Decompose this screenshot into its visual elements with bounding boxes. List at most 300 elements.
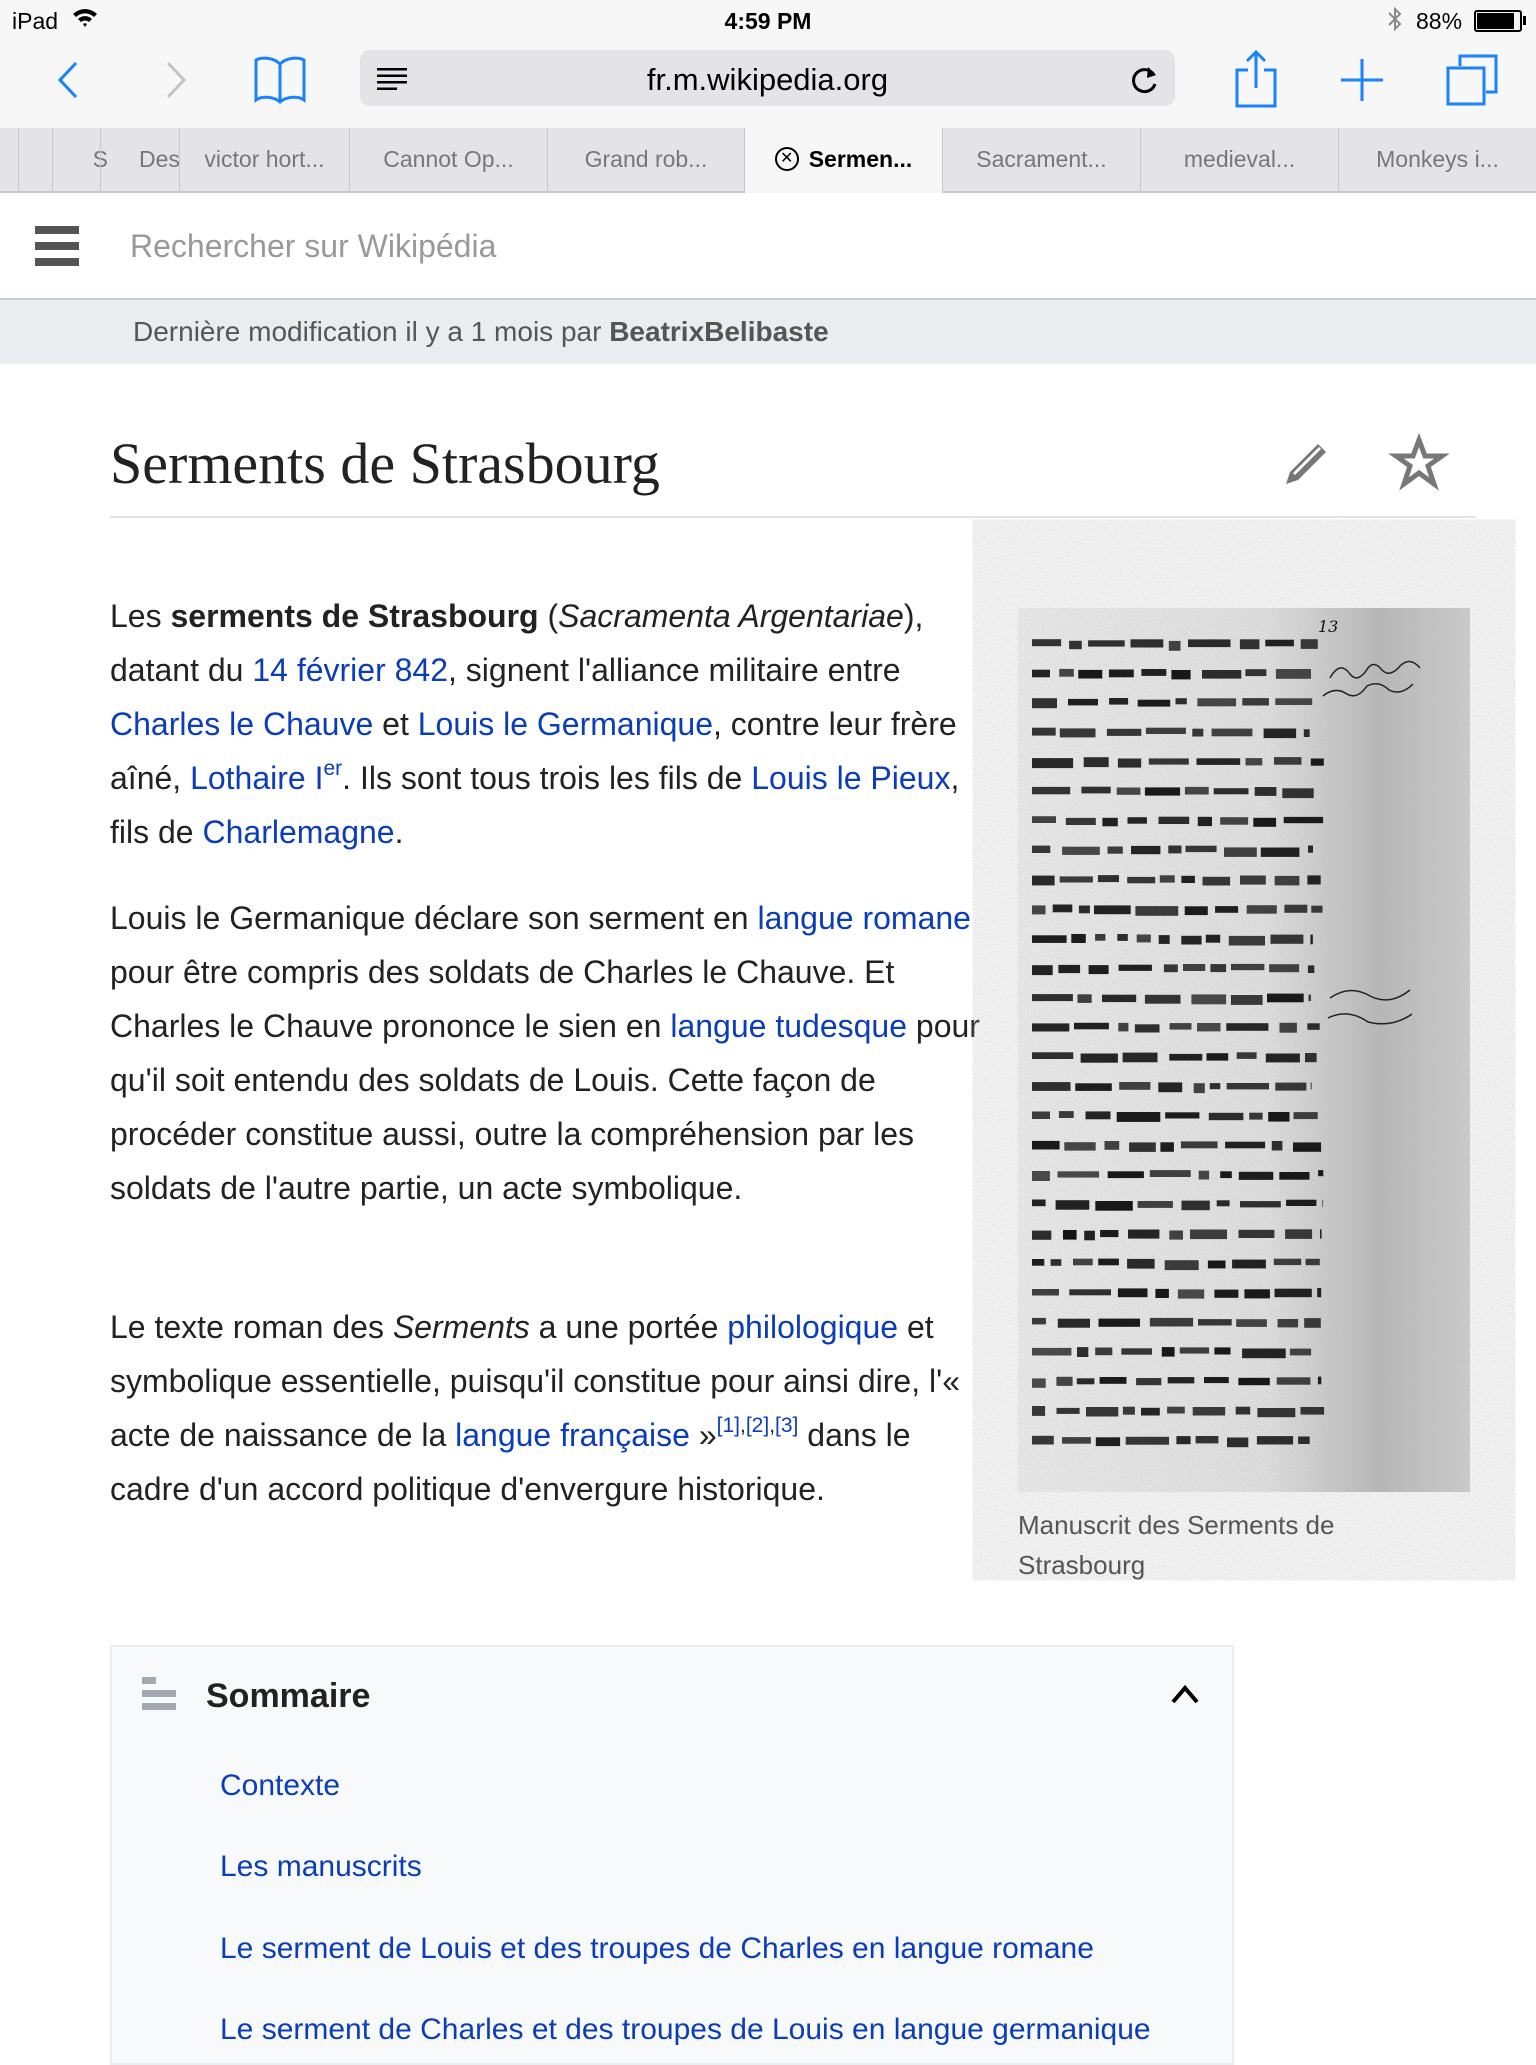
script-stroke: [1032, 1200, 1046, 1207]
script-stroke: [1308, 965, 1314, 973]
script-stroke: [1081, 787, 1110, 794]
script-stroke: [1208, 1261, 1226, 1269]
script-stroke: [1032, 876, 1055, 886]
script-stroke: [1301, 1407, 1325, 1415]
script-stroke: [1062, 1437, 1091, 1444]
script-stroke: [1192, 729, 1203, 737]
script-stroke: [1290, 1349, 1311, 1356]
script-stroke: [1271, 935, 1304, 944]
script-stroke: [1032, 670, 1050, 678]
script-stroke: [1318, 1377, 1321, 1385]
script-stroke: [1309, 995, 1312, 1002]
script-stroke: [1145, 787, 1180, 795]
script-stroke: [1191, 994, 1226, 1004]
script-stroke: [1108, 847, 1123, 854]
script-stroke: [1232, 1260, 1266, 1269]
script-stroke: [1210, 1083, 1221, 1089]
last-modified-text: Dernière modification il y a 1 mois par: [133, 316, 610, 347]
ref-1[interactable]: [1]: [716, 1414, 740, 1438]
script-stroke: [1278, 1319, 1299, 1327]
bookmarks-icon[interactable]: [253, 56, 307, 104]
share-icon[interactable]: [1234, 50, 1278, 108]
script-stroke: [1257, 1436, 1293, 1444]
script-stroke: [1185, 906, 1208, 915]
title-divider: [110, 516, 1476, 518]
forward-icon[interactable]: [164, 60, 188, 100]
script-stroke: [1206, 935, 1220, 943]
script-stroke: [1253, 818, 1276, 827]
script-stroke: [1123, 1407, 1135, 1415]
image-caption: Manuscrit des Serments de Strasbourg: [1018, 1510, 1335, 1580]
script-stroke: [1077, 1378, 1095, 1384]
tab-active[interactable]: ✕ Sermen...: [744, 128, 942, 193]
script-stroke: [1095, 934, 1105, 941]
script-stroke: [1109, 698, 1128, 705]
script-stroke: [1311, 759, 1324, 766]
watch-star-icon[interactable]: [1394, 438, 1444, 486]
tab[interactable]: [18, 128, 52, 191]
script-stroke: [1186, 846, 1217, 852]
script-stroke: [1236, 1407, 1251, 1415]
script-stroke: [1217, 1200, 1230, 1206]
script-stroke: [1196, 1436, 1219, 1443]
script-stroke: [1275, 698, 1312, 705]
intro-paragraph: Les serments de Strasbourg (Sacramenta Argentariae), datant du 14 février 842, signent l'alliance militaire entre Charles le Chauve et Louis le Germanique, contre leur frère aîné, Lothaire Ier. Ils sont tous trois les fils de Louis le Pieux, fils de Charlemagne.: [110, 598, 960, 850]
manuscript-picture: [1018, 608, 1470, 1492]
script-stroke: [1226, 1023, 1268, 1031]
wiki-header: [0, 193, 1536, 300]
script-stroke: [1094, 905, 1131, 914]
script-stroke: [1249, 1113, 1262, 1120]
script-stroke: [1032, 846, 1050, 853]
script-stroke: [1032, 639, 1061, 646]
link-lothaire[interactable]: Lothaire Ier: [190, 757, 343, 796]
reload-icon[interactable]: [1130, 64, 1160, 94]
tab[interactable]: [0, 128, 18, 191]
script-stroke: [1126, 1437, 1169, 1445]
toc-list-icon: [142, 1677, 176, 1713]
script-stroke: [1220, 1171, 1232, 1178]
script-stroke: [1247, 905, 1277, 914]
script-stroke: [1194, 1083, 1205, 1093]
script-stroke: [1240, 639, 1260, 649]
script-stroke: [1099, 1319, 1141, 1327]
script-stroke: [1051, 1259, 1062, 1266]
script-stroke: [1266, 1054, 1300, 1063]
script-stroke: [1032, 905, 1046, 914]
script-stroke: [1159, 817, 1190, 824]
script-stroke: [1236, 1319, 1267, 1327]
script-stroke: [1198, 817, 1212, 826]
script-stroke: [1318, 1170, 1323, 1176]
script-stroke: [1197, 698, 1236, 706]
script-stroke: [1088, 640, 1125, 646]
battery-tip: [1523, 16, 1526, 25]
script-stroke: [1176, 1436, 1190, 1444]
script-stroke: [1059, 1111, 1074, 1118]
script-stroke: [1202, 670, 1241, 679]
script-stroke: [1137, 935, 1151, 943]
script-stroke: [1214, 1347, 1230, 1354]
script-stroke: [1170, 1023, 1192, 1030]
script-stroke: [1284, 817, 1323, 823]
script-stroke: [1058, 1171, 1100, 1177]
script-stroke: [1141, 669, 1166, 676]
ref-3[interactable]: [3]: [775, 1414, 799, 1438]
script-stroke: [1058, 1319, 1090, 1328]
script-stroke: [1062, 847, 1100, 855]
script-stroke: [1064, 1142, 1095, 1150]
tab[interactable]: victor hort...: [179, 128, 349, 191]
script-stroke: [1089, 965, 1109, 974]
script-stroke: [1282, 788, 1313, 798]
script-stroke: [1240, 1201, 1281, 1207]
script-stroke: [1158, 1082, 1182, 1092]
tab[interactable]: Sacrament...: [942, 128, 1140, 191]
back-icon[interactable]: [56, 60, 80, 100]
script-stroke: [1032, 816, 1056, 823]
script-stroke: [1086, 1111, 1111, 1119]
script-stroke: [1286, 1200, 1316, 1206]
script-stroke: [1098, 1259, 1119, 1266]
script-stroke: [1320, 1229, 1322, 1238]
script-stroke: [1150, 1170, 1191, 1177]
tab[interactable]: Monkeys i...: [1338, 128, 1536, 191]
script-stroke: [1127, 877, 1155, 883]
tab[interactable]: Grand rob...: [547, 128, 744, 191]
script-stroke: [1176, 698, 1187, 704]
script-stroke: [1197, 1023, 1221, 1031]
script-stroke: [1293, 1142, 1321, 1151]
link-langue-romane[interactable]: langue romane: [757, 900, 971, 936]
script-stroke: [1128, 817, 1147, 824]
script-stroke: [1138, 700, 1171, 707]
search-input[interactable]: [130, 223, 1030, 269]
link-philologique[interactable]: philologique: [727, 1309, 899, 1345]
script-stroke: [1240, 876, 1266, 885]
script-stroke: [1117, 788, 1141, 795]
link-charles-le-chauve[interactable]: Charles le Chauve: [110, 706, 374, 742]
script-stroke: [1086, 1407, 1118, 1417]
script-stroke: [1107, 729, 1141, 736]
script-stroke: [1063, 1230, 1077, 1240]
url-field[interactable]: [360, 50, 1175, 106]
script-stroke: [1244, 1289, 1270, 1298]
link-date[interactable]: 14 février 842: [252, 652, 449, 688]
manuscript-image[interactable]: [1018, 608, 1470, 1492]
script-stroke: [1119, 1082, 1150, 1090]
script-stroke: [1264, 729, 1297, 739]
script-stroke: [1183, 964, 1205, 971]
script-stroke: [1032, 1141, 1060, 1150]
script-stroke: [1298, 1437, 1310, 1445]
script-stroke: [1168, 846, 1181, 854]
script-stroke: [1074, 1023, 1109, 1030]
script-stroke: [1224, 847, 1257, 857]
tab[interactable]: Des: [100, 128, 179, 191]
script-stroke: [1032, 1052, 1073, 1059]
script-stroke: [1095, 1348, 1112, 1356]
script-stroke: [1098, 875, 1119, 882]
script-stroke: [1276, 669, 1311, 679]
script-stroke: [1066, 818, 1096, 825]
script-stroke: [1131, 639, 1164, 647]
safari-toolbar: [0, 42, 1536, 128]
script-stroke: [1190, 1230, 1227, 1240]
script-stroke: [1032, 1231, 1051, 1240]
chevron-up-icon[interactable]: [1170, 1683, 1200, 1705]
script-stroke: [1242, 1349, 1286, 1359]
script-stroke: [1257, 1408, 1295, 1417]
script-stroke: [1203, 877, 1231, 886]
script-stroke: [1274, 1259, 1301, 1265]
script-stroke: [1239, 1230, 1275, 1238]
script-stroke: [1032, 965, 1053, 975]
script-stroke: [1198, 1319, 1232, 1325]
script-stroke: [1032, 1378, 1046, 1387]
script-stroke: [1159, 935, 1170, 944]
menu-icon[interactable]: [35, 226, 79, 266]
script-stroke: [1032, 698, 1057, 708]
script-stroke: [1121, 1348, 1152, 1354]
script-stroke: [1311, 935, 1313, 945]
script-stroke: [1056, 1200, 1090, 1210]
script-stroke: [1267, 994, 1304, 1003]
script-stroke: [1032, 1406, 1045, 1416]
script-stroke: [1068, 699, 1098, 706]
script-stroke: [1272, 1141, 1283, 1151]
script-stroke: [1164, 964, 1178, 972]
script-stroke: [1171, 670, 1190, 679]
script-stroke: [1169, 1231, 1183, 1240]
script-stroke: [1220, 817, 1248, 825]
script-stroke: [1084, 1231, 1095, 1241]
toc-item[interactable]: Contexte: [220, 1769, 341, 1802]
script-stroke: [1227, 1438, 1248, 1448]
script-stroke: [1268, 1112, 1289, 1122]
script-stroke: [1105, 1141, 1120, 1150]
script-stroke: [1212, 729, 1253, 737]
script-stroke: [1322, 1200, 1323, 1207]
link-louis-le-pieux[interactable]: Louis le Pieux: [751, 760, 951, 796]
script-stroke: [1197, 758, 1241, 765]
script-stroke: [1261, 848, 1300, 857]
folio-number: 13: [1318, 617, 1339, 636]
script-stroke: [1032, 758, 1073, 768]
script-stroke: [1081, 1054, 1118, 1063]
script-stroke: [1131, 846, 1160, 854]
script-stroke: [1146, 728, 1186, 734]
link-langue-francaise[interactable]: langue française: [455, 1417, 690, 1453]
paragraph: Le texte roman des Serments a une portée philologique et symbolique essentielle, puisqu'il constitue pour ainsi dire, l'« acte de naissance de la langue française »[1],[2],[3] dans le cadre d'un accord politique d'envergure historique.: [110, 1309, 961, 1507]
script-stroke: [1169, 641, 1181, 651]
script-stroke: [1307, 875, 1320, 884]
latin-name: Sacramenta Argentariae: [558, 598, 904, 634]
script-stroke: [1100, 1377, 1127, 1384]
script-stroke: [1032, 994, 1073, 1001]
script-stroke: [1032, 935, 1067, 943]
script-stroke: [1265, 640, 1294, 647]
script-stroke: [1311, 906, 1322, 913]
script-stroke: [1073, 1259, 1093, 1266]
script-stroke: [1275, 1289, 1312, 1298]
script-stroke: [1118, 1288, 1148, 1297]
script-stroke: [1239, 1172, 1274, 1180]
script-stroke: [1165, 1112, 1199, 1118]
script-stroke: [1279, 1172, 1309, 1180]
script-stroke: [1079, 906, 1090, 914]
script-stroke: [1167, 1407, 1185, 1414]
toc-title[interactable]: Sommaire: [206, 1677, 371, 1715]
ref-2[interactable]: [2]: [745, 1414, 770, 1438]
toc-item[interactable]: Le serment de Charles et des troupes de Louis en langue germanique: [220, 2013, 1151, 2046]
script-stroke: [1284, 905, 1307, 913]
script-stroke: [1109, 670, 1134, 678]
toc-item[interactable]: Les manuscrits: [220, 1850, 422, 1883]
script-stroke: [1227, 1083, 1269, 1089]
script-stroke: [1078, 994, 1092, 1003]
tab-bar: [0, 128, 1536, 193]
script-stroke: [1149, 758, 1189, 764]
battery-percent: 88%: [1416, 8, 1463, 34]
script-stroke: [1117, 1112, 1161, 1122]
script-stroke: [1053, 905, 1073, 913]
script-stroke: [1129, 1142, 1156, 1152]
close-tab-icon[interactable]: ✕: [775, 147, 799, 171]
script-stroke: [1277, 1377, 1311, 1384]
script-stroke: [1057, 1408, 1080, 1414]
script-stroke: [1102, 995, 1136, 1002]
link-charlemagne[interactable]: Charlemagne: [202, 814, 395, 850]
script-stroke: [1141, 1408, 1160, 1416]
script-stroke: [1242, 698, 1269, 705]
script-stroke: [1032, 1023, 1069, 1031]
script-stroke: [1155, 1289, 1169, 1298]
toc-item[interactable]: Le serment de Louis et des troupes de Charles en langue romane: [220, 1932, 1094, 1965]
tab[interactable]: Cannot Op...: [349, 128, 547, 191]
script-stroke: [1119, 965, 1152, 971]
script-stroke: [1102, 818, 1117, 827]
script-stroke: [1135, 1024, 1160, 1032]
script-stroke: [1071, 934, 1086, 943]
edit-pencil-icon[interactable]: [1284, 440, 1330, 486]
script-stroke: [1169, 1054, 1202, 1061]
script-stroke: [1162, 1347, 1175, 1357]
script-stroke: [1032, 1171, 1050, 1181]
script-stroke: [1304, 729, 1310, 737]
script-stroke: [1269, 964, 1299, 972]
script-stroke: [1165, 1260, 1199, 1270]
script-stroke: [1118, 759, 1141, 768]
script-stroke: [1301, 639, 1318, 649]
script-stroke: [1209, 1113, 1244, 1120]
script-stroke: [1294, 1112, 1318, 1119]
script-stroke: [1127, 1259, 1155, 1269]
script-stroke: [1193, 1407, 1226, 1416]
script-stroke: [1056, 1377, 1072, 1386]
script-stroke: [1182, 1201, 1210, 1211]
script-stroke: [1032, 787, 1070, 794]
battery-level: [1477, 13, 1514, 29]
script-stroke: [1225, 1142, 1265, 1149]
script-stroke: [1237, 1052, 1257, 1059]
page-title: Serments de Strasbourg: [110, 431, 660, 496]
script-stroke: [1274, 757, 1302, 765]
script-stroke: [1214, 1290, 1238, 1298]
new-tab-icon[interactable]: [1340, 58, 1384, 102]
script-stroke: [1210, 964, 1226, 972]
script-stroke: [1215, 906, 1238, 913]
link-louis-le-germanique[interactable]: Louis le Germanique: [417, 706, 713, 742]
bluetooth-icon: [1386, 5, 1404, 33]
script-stroke: [1204, 1377, 1229, 1383]
paragraph: Louis le Germanique déclare son serment en langue romane pour être compris des soldats de Charles le Chauve. Et Charles le Chauve prononce le sien en langue tudesque pour qu'il soit entendu des soldats de Louis. Cette façon de procéder constitue aussi, outre la compréhension par les soldats de l'autre partie, un acte symbolique.: [110, 900, 980, 1206]
script-stroke: [1032, 1259, 1044, 1266]
script-stroke: [1180, 1347, 1209, 1353]
script-stroke: [1084, 757, 1109, 767]
script-stroke: [1317, 1288, 1321, 1297]
script-stroke: [1032, 1318, 1046, 1325]
device-name: iPad: [12, 8, 59, 34]
script-stroke: [1032, 1348, 1071, 1356]
script-stroke: [1185, 787, 1209, 795]
script-stroke: [1075, 1083, 1112, 1091]
script-stroke: [1275, 1083, 1306, 1091]
script-stroke: [1059, 669, 1074, 677]
script-stroke: [1178, 1289, 1204, 1298]
tab[interactable]: medieval...: [1140, 128, 1338, 191]
script-stroke: [1060, 728, 1096, 737]
tabs-icon[interactable]: [1446, 54, 1498, 106]
script-stroke: [1214, 788, 1249, 794]
script-stroke: [1032, 1082, 1071, 1091]
script-stroke: [1077, 1347, 1088, 1357]
script-stroke: [1136, 1378, 1161, 1385]
script-stroke: [1181, 876, 1195, 883]
script-stroke: [1160, 875, 1175, 882]
script-stroke: [1069, 641, 1082, 649]
script-stroke: [1160, 1142, 1174, 1152]
script-stroke: [1245, 669, 1266, 676]
script-stroke: [1168, 1377, 1195, 1383]
script-stroke: [1307, 1023, 1319, 1030]
script-stroke: [1032, 1289, 1059, 1296]
script-stroke: [1188, 639, 1231, 647]
script-stroke: [1096, 1437, 1120, 1446]
script-stroke: [1238, 1378, 1269, 1385]
link-langue-tudesque[interactable]: langue tudesque: [670, 1008, 907, 1044]
script-stroke: [1308, 846, 1313, 853]
status-bar: [0, 0, 1536, 42]
script-stroke: [1306, 1259, 1320, 1265]
script-stroke: [1150, 1318, 1193, 1327]
last-modified-user[interactable]: BeatrixBelibaste: [609, 316, 829, 347]
script-stroke: [1304, 1318, 1321, 1328]
script-stroke: [1285, 1229, 1312, 1239]
script-stroke: [1108, 1171, 1144, 1178]
bold-term: serments de Strasbourg: [170, 598, 539, 634]
script-stroke: [1311, 1083, 1312, 1090]
script-stroke: [1135, 906, 1178, 916]
script-stroke: [1138, 1201, 1173, 1208]
tab[interactable]: S: [52, 128, 100, 191]
script-stroke: [1229, 936, 1265, 946]
script-stroke: [1255, 787, 1277, 796]
last-modified-bar[interactable]: [0, 300, 1536, 364]
script-stroke: [1058, 965, 1080, 973]
script-stroke: [1128, 1230, 1159, 1239]
script-stroke: [1100, 1230, 1118, 1237]
